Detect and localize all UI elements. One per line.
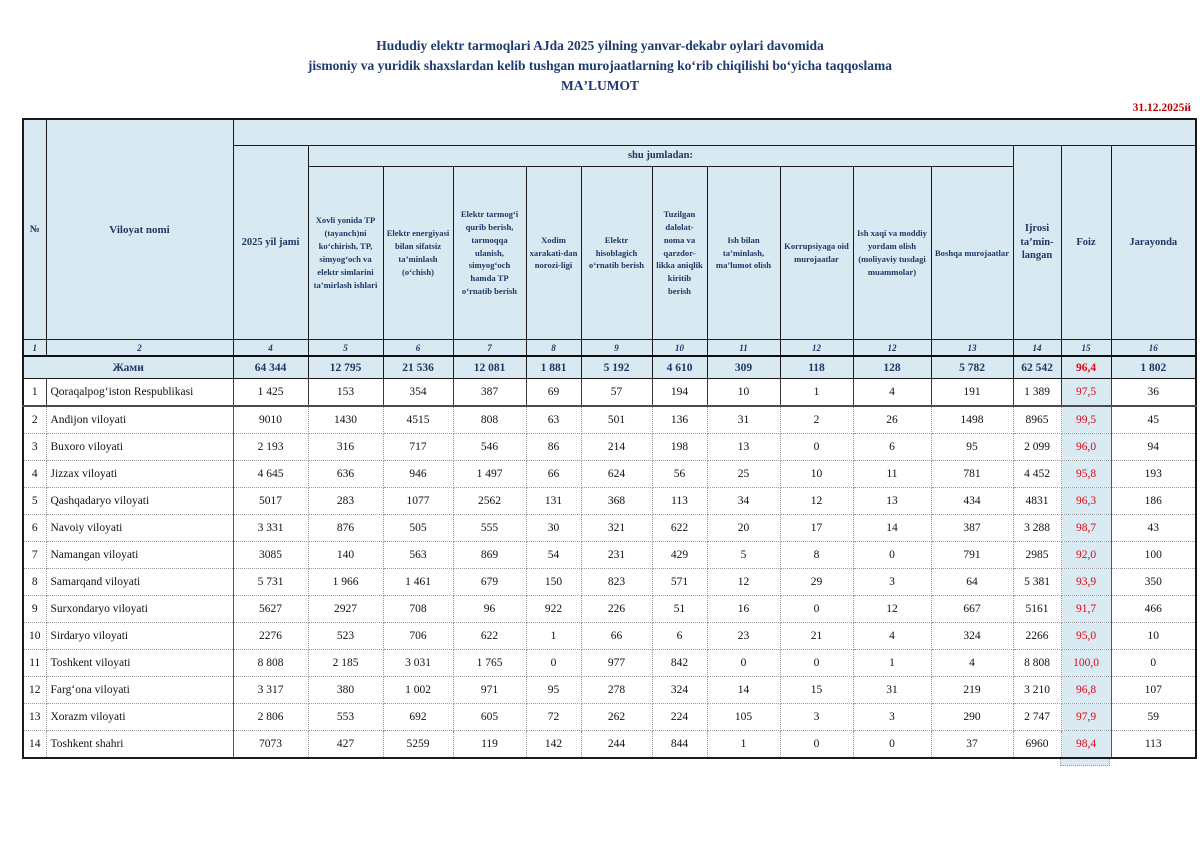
- total-value-cell: 21 536: [383, 356, 453, 379]
- title-line-2: jismoniy va yuridik shaxslardan kelib tushgan murojaatlarning koʻrib chiqilishi boʻyicha taqqoslama: [307, 58, 893, 73]
- row-number-cell: 11: [23, 650, 46, 677]
- value-cell: 380: [308, 677, 383, 704]
- value-cell: 16: [707, 596, 780, 623]
- value-cell: 8 808: [1013, 650, 1061, 677]
- value-cell: 0: [780, 434, 853, 461]
- value-cell: 679: [453, 569, 526, 596]
- value-cell: 977: [581, 650, 652, 677]
- value-cell: 153: [308, 379, 383, 407]
- value-cell: 4 452: [1013, 461, 1061, 488]
- row-number-cell: 2: [23, 406, 46, 434]
- value-cell: 26: [853, 406, 931, 434]
- value-cell: 1498: [931, 406, 1013, 434]
- value-cell: 5 731: [233, 569, 308, 596]
- index-cell: 11: [707, 340, 780, 357]
- value-cell: 283: [308, 488, 383, 515]
- value-cell: 324: [652, 677, 707, 704]
- value-cell: 14: [853, 515, 931, 542]
- value-cell: 971: [453, 677, 526, 704]
- value-cell: 3 031: [383, 650, 453, 677]
- value-cell: 622: [453, 623, 526, 650]
- value-cell: 0: [780, 731, 853, 759]
- value-cell: 113: [652, 488, 707, 515]
- col-header-number: №: [23, 119, 46, 340]
- value-cell: 1077: [383, 488, 453, 515]
- value-cell: 8: [780, 542, 853, 569]
- value-cell: 622: [652, 515, 707, 542]
- col-header-sub-4: Elektr hisoblagich oʻrnatib berish: [581, 167, 652, 340]
- value-cell: 57: [581, 379, 652, 407]
- value-cell: 2985: [1013, 542, 1061, 569]
- value-cell: 1 389: [1013, 379, 1061, 407]
- index-cell: 14: [1013, 340, 1061, 357]
- value-cell: 8965: [1013, 406, 1061, 434]
- region-name-cell: Qoraqalpogʻiston Respublikasi: [46, 379, 233, 407]
- value-cell: 0: [853, 731, 931, 759]
- value-cell: 23: [707, 623, 780, 650]
- value-cell: 946: [383, 461, 453, 488]
- inprogress-value-cell: 193: [1111, 461, 1196, 488]
- value-cell: 29: [780, 569, 853, 596]
- region-name-cell: Surxondaryo viloyati: [46, 596, 233, 623]
- index-cell: 9: [581, 340, 652, 357]
- inprogress-value-cell: 113: [1111, 731, 1196, 759]
- row-number-cell: 9: [23, 596, 46, 623]
- value-cell: 387: [453, 379, 526, 407]
- total-value-cell: 1 881: [526, 356, 581, 379]
- value-cell: 12: [707, 569, 780, 596]
- value-cell: 354: [383, 379, 453, 407]
- percent-value-cell: 100,0: [1061, 650, 1111, 677]
- value-cell: 17: [780, 515, 853, 542]
- col-header-sub-1: Elektr energiyasi bilan sifatsiz taʼminlash (oʻchish): [383, 167, 453, 340]
- percent-value-cell: 98,4: [1061, 731, 1111, 759]
- value-cell: 72: [526, 704, 581, 731]
- value-cell: 290: [931, 704, 1013, 731]
- table-row: [23, 461, 1196, 488]
- percent-value-cell: 96,8: [1061, 677, 1111, 704]
- value-cell: 15: [780, 677, 853, 704]
- value-cell: 1 425: [233, 379, 308, 407]
- value-cell: 34: [707, 488, 780, 515]
- value-cell: 4: [931, 650, 1013, 677]
- percent-value-cell: 97,9: [1061, 704, 1111, 731]
- total-value-cell: 5 782: [931, 356, 1013, 379]
- report-date: 31.12.2025й: [1132, 102, 1191, 114]
- value-cell: 3: [853, 569, 931, 596]
- value-cell: 86: [526, 434, 581, 461]
- col-header-sub-5: Tuzilgan dalolat-noma va qarzdor-likka aniqlik kiritib berish: [652, 167, 707, 340]
- value-cell: 150: [526, 569, 581, 596]
- index-cell: 12: [853, 340, 931, 357]
- value-cell: 429: [652, 542, 707, 569]
- value-cell: 1: [780, 379, 853, 407]
- value-cell: 0: [853, 542, 931, 569]
- index-cell: 6: [383, 340, 453, 357]
- inprogress-value-cell: 466: [1111, 596, 1196, 623]
- index-cell: 16: [1111, 340, 1196, 357]
- value-cell: 624: [581, 461, 652, 488]
- index-cell: 13: [931, 340, 1013, 357]
- value-cell: 69: [526, 379, 581, 407]
- value-cell: 9010: [233, 406, 308, 434]
- value-cell: 2 185: [308, 650, 383, 677]
- value-cell: 11: [853, 461, 931, 488]
- index-cell: 12: [780, 340, 853, 357]
- value-cell: 708: [383, 596, 453, 623]
- region-name-cell: Toshkent shahri: [46, 731, 233, 759]
- table-row: [23, 731, 1196, 759]
- value-cell: 808: [453, 406, 526, 434]
- value-cell: 5161: [1013, 596, 1061, 623]
- inprogress-value-cell: 36: [1111, 379, 1196, 407]
- region-name-cell: Xorazm viloyati: [46, 704, 233, 731]
- value-cell: 2 806: [233, 704, 308, 731]
- value-cell: 3: [780, 704, 853, 731]
- value-cell: 5 381: [1013, 569, 1061, 596]
- value-cell: 6: [652, 623, 707, 650]
- value-cell: 316: [308, 434, 383, 461]
- value-cell: 4: [853, 379, 931, 407]
- value-cell: 3 288: [1013, 515, 1061, 542]
- value-cell: 505: [383, 515, 453, 542]
- column-index-row: [23, 340, 1196, 357]
- row-number-cell: 7: [23, 542, 46, 569]
- value-cell: 869: [453, 542, 526, 569]
- value-cell: 37: [931, 731, 1013, 759]
- table-row: [23, 623, 1196, 650]
- inprogress-value-cell: 59: [1111, 704, 1196, 731]
- value-cell: 844: [652, 731, 707, 759]
- value-cell: 2562: [453, 488, 526, 515]
- table-body: [23, 379, 1196, 759]
- value-cell: 922: [526, 596, 581, 623]
- value-cell: 54: [526, 542, 581, 569]
- value-cell: 119: [453, 731, 526, 759]
- value-cell: 20: [707, 515, 780, 542]
- total-value-cell: 64 344: [233, 356, 308, 379]
- value-cell: 219: [931, 677, 1013, 704]
- row-number-cell: 6: [23, 515, 46, 542]
- value-cell: 226: [581, 596, 652, 623]
- value-cell: 10: [707, 379, 780, 407]
- value-cell: 1 765: [453, 650, 526, 677]
- value-cell: 555: [453, 515, 526, 542]
- percent-value-cell: 95,0: [1061, 623, 1111, 650]
- index-cell: 10: [652, 340, 707, 357]
- row-number-cell: 1: [23, 379, 46, 407]
- value-cell: 1 966: [308, 569, 383, 596]
- inprogress-value-cell: 43: [1111, 515, 1196, 542]
- value-cell: 553: [308, 704, 383, 731]
- value-cell: 21: [780, 623, 853, 650]
- value-cell: 3 210: [1013, 677, 1061, 704]
- percent-value-cell: 99,5: [1061, 406, 1111, 434]
- value-cell: 2276: [233, 623, 308, 650]
- index-cell: 4: [233, 340, 308, 357]
- region-name-cell: Sirdaryo viloyati: [46, 623, 233, 650]
- value-cell: 5: [707, 542, 780, 569]
- value-cell: 31: [853, 677, 931, 704]
- value-cell: 706: [383, 623, 453, 650]
- value-cell: 781: [931, 461, 1013, 488]
- value-cell: 1 461: [383, 569, 453, 596]
- value-cell: 692: [383, 704, 453, 731]
- total-percent-cell: 96,4: [1061, 356, 1111, 379]
- value-cell: 64: [931, 569, 1013, 596]
- value-cell: 3: [853, 704, 931, 731]
- value-cell: 3085: [233, 542, 308, 569]
- value-cell: 194: [652, 379, 707, 407]
- value-cell: 523: [308, 623, 383, 650]
- percent-value-cell: 98,7: [1061, 515, 1111, 542]
- col-header-sub-2: Elektr tarmogʻi qurib berish, tarmoqqa ulanish, simyogʻoch hamda TP oʻrnatib berish: [453, 167, 526, 340]
- value-cell: 66: [526, 461, 581, 488]
- percent-value-cell: 91,7: [1061, 596, 1111, 623]
- value-cell: 8 808: [233, 650, 308, 677]
- inprogress-value-cell: 0: [1111, 650, 1196, 677]
- header-empty-band: [233, 119, 1196, 146]
- region-name-cell: Andijon viloyati: [46, 406, 233, 434]
- value-cell: 0: [707, 650, 780, 677]
- table-row: [23, 542, 1196, 569]
- inprogress-value-cell: 350: [1111, 569, 1196, 596]
- total-value-cell: 5 192: [581, 356, 652, 379]
- value-cell: 6: [853, 434, 931, 461]
- value-cell: 387: [931, 515, 1013, 542]
- value-cell: 5259: [383, 731, 453, 759]
- col-header-region: Viloyat nomi: [46, 119, 233, 340]
- percent-value-cell: 96,0: [1061, 434, 1111, 461]
- value-cell: 10: [780, 461, 853, 488]
- region-name-cell: Fargʻona viloyati: [46, 677, 233, 704]
- index-cell: 5: [308, 340, 383, 357]
- percent-value-cell: 92,0: [1061, 542, 1111, 569]
- page-title: [0, 36, 1200, 96]
- value-cell: 4831: [1013, 488, 1061, 515]
- col-header-percent: Foiz: [1061, 146, 1111, 340]
- value-cell: 1: [526, 623, 581, 650]
- value-cell: 667: [931, 596, 1013, 623]
- col-header-inprogress: Jarayonda: [1111, 146, 1196, 340]
- value-cell: 2 747: [1013, 704, 1061, 731]
- value-cell: 95: [526, 677, 581, 704]
- total-value-cell: 62 542: [1013, 356, 1061, 379]
- row-number-cell: 4: [23, 461, 46, 488]
- value-cell: 501: [581, 406, 652, 434]
- index-cell: 2: [46, 340, 233, 357]
- value-cell: 0: [780, 596, 853, 623]
- row-number-cell: 5: [23, 488, 46, 515]
- value-cell: 605: [453, 704, 526, 731]
- value-cell: 1430: [308, 406, 383, 434]
- index-cell: 1: [23, 340, 46, 357]
- percent-value-cell: 97,5: [1061, 379, 1111, 407]
- value-cell: 2 099: [1013, 434, 1061, 461]
- comparison-table-wrap: [22, 118, 1198, 766]
- value-cell: 5017: [233, 488, 308, 515]
- value-cell: 1: [853, 650, 931, 677]
- value-cell: 140: [308, 542, 383, 569]
- percent-value-cell: 93,9: [1061, 569, 1111, 596]
- total-row: [23, 356, 1196, 379]
- inprogress-value-cell: 10: [1111, 623, 1196, 650]
- region-name-cell: Navoiy viloyati: [46, 515, 233, 542]
- region-name-cell: Qashqadaryo viloyati: [46, 488, 233, 515]
- value-cell: 368: [581, 488, 652, 515]
- inprogress-value-cell: 94: [1111, 434, 1196, 461]
- value-cell: 636: [308, 461, 383, 488]
- total-row-label: Жами: [23, 356, 233, 379]
- total-value-cell: 1 802: [1111, 356, 1196, 379]
- value-cell: 14: [707, 677, 780, 704]
- value-cell: 136: [652, 406, 707, 434]
- index-cell: 8: [526, 340, 581, 357]
- total-value-cell: 4 610: [652, 356, 707, 379]
- inprogress-value-cell: 100: [1111, 542, 1196, 569]
- value-cell: 842: [652, 650, 707, 677]
- table-row: [23, 596, 1196, 623]
- col-header-sub-0: Xovli yonida TP (tayanch)ni koʻchirish, TP, simyogʻoch va elektr simlarini taʼmirlash ishlari: [308, 167, 383, 340]
- value-cell: 1 002: [383, 677, 453, 704]
- col-header-sub-9: Boshqa murojaatlar: [931, 167, 1013, 340]
- region-name-cell: Toshkent viloyati: [46, 650, 233, 677]
- value-cell: 56: [652, 461, 707, 488]
- value-cell: 0: [780, 650, 853, 677]
- value-cell: 131: [526, 488, 581, 515]
- row-number-cell: 10: [23, 623, 46, 650]
- percent-value-cell: 96,3: [1061, 488, 1111, 515]
- value-cell: 4: [853, 623, 931, 650]
- col-header-sub-6: Ish bilan taʼminlash, maʼlumot olish: [707, 167, 780, 340]
- value-cell: 13: [853, 488, 931, 515]
- total-value-cell: 12 795: [308, 356, 383, 379]
- region-name-cell: Namangan viloyati: [46, 542, 233, 569]
- value-cell: 2927: [308, 596, 383, 623]
- value-cell: 31: [707, 406, 780, 434]
- foiz-column-tail: [1060, 759, 1110, 766]
- table-row: [23, 515, 1196, 542]
- value-cell: 96: [453, 596, 526, 623]
- table-row: [23, 677, 1196, 704]
- value-cell: 1 497: [453, 461, 526, 488]
- col-header-sub-8: Ish xaqi va moddiy yordam olish (moliyaviy tusdagi muammolar): [853, 167, 931, 340]
- inprogress-value-cell: 45: [1111, 406, 1196, 434]
- value-cell: 434: [931, 488, 1013, 515]
- value-cell: 5627: [233, 596, 308, 623]
- region-name-cell: Samarqand viloyati: [46, 569, 233, 596]
- value-cell: 823: [581, 569, 652, 596]
- value-cell: 2266: [1013, 623, 1061, 650]
- region-name-cell: Buxoro viloyati: [46, 434, 233, 461]
- col-header-total: 2025 yil jami: [233, 146, 308, 340]
- value-cell: 876: [308, 515, 383, 542]
- percent-value-cell: 95,8: [1061, 461, 1111, 488]
- total-value-cell: 118: [780, 356, 853, 379]
- value-cell: 262: [581, 704, 652, 731]
- row-number-cell: 8: [23, 569, 46, 596]
- value-cell: 231: [581, 542, 652, 569]
- index-cell: 7: [453, 340, 526, 357]
- value-cell: 4515: [383, 406, 453, 434]
- table-row: [23, 406, 1196, 434]
- value-cell: 324: [931, 623, 1013, 650]
- comparison-table: [22, 118, 1197, 759]
- title-line-3: MAʼLUMOT: [561, 78, 639, 93]
- col-header-sub-3: Xodim xarakati-dan norozi-ligi: [526, 167, 581, 340]
- value-cell: 13: [707, 434, 780, 461]
- value-cell: 51: [652, 596, 707, 623]
- total-value-cell: 128: [853, 356, 931, 379]
- value-cell: 105: [707, 704, 780, 731]
- value-cell: 3 331: [233, 515, 308, 542]
- value-cell: 198: [652, 434, 707, 461]
- table-row: [23, 704, 1196, 731]
- value-cell: 3 317: [233, 677, 308, 704]
- row-number-cell: 12: [23, 677, 46, 704]
- value-cell: 66: [581, 623, 652, 650]
- col-group-label: shu jumladan:: [308, 146, 1013, 167]
- value-cell: 427: [308, 731, 383, 759]
- col-header-executed: Ijrosi taʼmin-langan: [1013, 146, 1061, 340]
- table-row: [23, 569, 1196, 596]
- value-cell: 2 193: [233, 434, 308, 461]
- table-row: [23, 650, 1196, 677]
- value-cell: 224: [652, 704, 707, 731]
- value-cell: 717: [383, 434, 453, 461]
- value-cell: 1: [707, 731, 780, 759]
- value-cell: 278: [581, 677, 652, 704]
- value-cell: 30: [526, 515, 581, 542]
- col-header-sub-7: Korrupsiyaga oid murojaatlar: [780, 167, 853, 340]
- table-row: [23, 488, 1196, 515]
- total-value-cell: 309: [707, 356, 780, 379]
- value-cell: 4 645: [233, 461, 308, 488]
- value-cell: 6960: [1013, 731, 1061, 759]
- region-name-cell: Jizzax viloyati: [46, 461, 233, 488]
- inprogress-value-cell: 186: [1111, 488, 1196, 515]
- value-cell: 571: [652, 569, 707, 596]
- value-cell: 191: [931, 379, 1013, 407]
- row-number-cell: 13: [23, 704, 46, 731]
- total-value-cell: 12 081: [453, 356, 526, 379]
- value-cell: 214: [581, 434, 652, 461]
- value-cell: 7073: [233, 731, 308, 759]
- value-cell: 63: [526, 406, 581, 434]
- inprogress-value-cell: 107: [1111, 677, 1196, 704]
- row-number-cell: 3: [23, 434, 46, 461]
- value-cell: 791: [931, 542, 1013, 569]
- value-cell: 12: [853, 596, 931, 623]
- table-row: [23, 434, 1196, 461]
- value-cell: 0: [526, 650, 581, 677]
- value-cell: 95: [931, 434, 1013, 461]
- value-cell: 12: [780, 488, 853, 515]
- table-row: [23, 379, 1196, 407]
- value-cell: 546: [453, 434, 526, 461]
- value-cell: 25: [707, 461, 780, 488]
- value-cell: 321: [581, 515, 652, 542]
- value-cell: 244: [581, 731, 652, 759]
- row-number-cell: 14: [23, 731, 46, 759]
- value-cell: 2: [780, 406, 853, 434]
- index-cell: 15: [1061, 340, 1111, 357]
- value-cell: 142: [526, 731, 581, 759]
- value-cell: 563: [383, 542, 453, 569]
- title-line-1: Hududiy elektr tarmoqlari AJda 2025 yilning yanvar-dekabr oylari davomida: [376, 38, 824, 53]
